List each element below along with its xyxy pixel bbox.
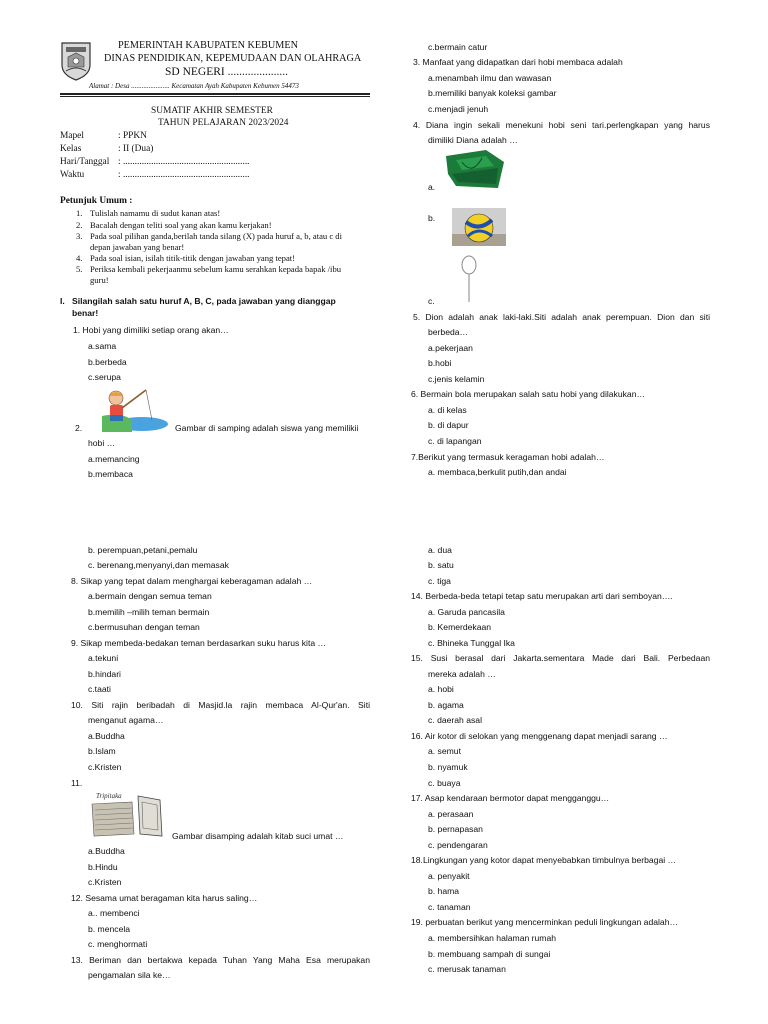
option-c[interactable]: c.jenis kelamin <box>428 374 485 384</box>
question-10: 10. Siti rajin beribadah di Masjid.la rajin membaca Al-Qur'an. Siti <box>71 700 370 710</box>
option-c[interactable]: c. tanaman <box>428 902 471 912</box>
option-b[interactable]: b. satu <box>428 560 454 570</box>
exam-title: SUMATIF AKHIR SEMESTER <box>151 106 273 116</box>
question-7: 7.Berikut yang termasuk keragaman hobi adalah… <box>411 452 605 462</box>
option-c[interactable]: c. merusak tanaman <box>428 964 506 974</box>
instruction-text: Bacalah dengan teliti soal yang akan kamu kerjakan! <box>90 220 272 230</box>
option-c[interactable]: c. menghormati <box>88 939 148 949</box>
option-a[interactable]: a. dua <box>428 545 452 555</box>
question-1: 1. Hobi yang dimiliki setiap orang akan… <box>73 325 229 335</box>
option-c[interactable]: c.taati <box>88 684 111 694</box>
question-15: 15. Susi berasal dari Jakarta.sementara Made dari Bali. Perbedaan <box>411 653 710 663</box>
option-a[interactable]: a. penyakit <box>428 871 470 881</box>
option-b[interactable]: b.Hindu <box>88 862 118 872</box>
option-a[interactable]: a.bermain dengan semua teman <box>88 591 212 601</box>
option-a[interactable]: a. di kelas <box>428 405 467 415</box>
question-11-number: 11. <box>71 778 83 788</box>
field-label: Waktu <box>60 170 85 180</box>
tripitaka-image <box>90 790 166 840</box>
question-2-number: 2. <box>75 423 83 433</box>
option-a[interactable]: a. membaca,berkulit putih,dan andai <box>428 467 567 477</box>
field-value: : ...................................................... <box>118 157 250 167</box>
field-label: Mapel <box>60 131 84 141</box>
option-a[interactable]: a. perasaan <box>428 809 474 819</box>
option-b[interactable]: b.berbeda <box>88 357 127 367</box>
instruction-num: 4. <box>76 253 83 263</box>
question-6: 6. Bermain bola merupakan salah satu hobi yang dilakukan… <box>411 389 646 399</box>
question-18: 18.Lingkungan yang kotor dapat menyebabkan timbulnya berbagai … <box>411 855 677 865</box>
option-a[interactable]: a. hobi <box>428 684 454 694</box>
fishing-child-image <box>102 386 168 432</box>
gov-name: PEMERINTAH KABUPATEN KEBUMEN <box>118 40 298 51</box>
option-c[interactable]: c.Kristen <box>88 877 122 887</box>
option-a[interactable]: a. <box>428 182 436 192</box>
instruction-text: Pada soal pilihan ganda,berilah tanda silang (X) pada huruf a, b, atau c di <box>90 231 342 241</box>
section-heading: Silangilah salah satu huruf A, B, C, pada jawaban yang dianggap <box>72 296 336 306</box>
instruction-num: 3. <box>76 231 83 241</box>
field-value: : ...................................................... <box>118 170 250 180</box>
option-b[interactable]: b. di dapur <box>428 420 469 430</box>
question-10-cont: menganut agama… <box>88 715 164 725</box>
question-5-cont: berbeda… <box>428 327 469 337</box>
option-c[interactable]: c. daerah asal <box>428 715 482 725</box>
question-17: 17. Asap kendaraan bermotor dapat mengganggu… <box>411 793 610 803</box>
option-b[interactable]: b. pernapasan <box>428 824 483 834</box>
option-b[interactable]: b.Islam <box>88 746 116 756</box>
option-a[interactable]: a.sama <box>88 341 117 351</box>
dept-name: DINAS PENDIDIKAN, KEPEMUDAAN DAN OLAHRAGA <box>104 53 362 64</box>
question-19: 19. perbuatan berikut yang mencerminkan peduli lingkungan adalah… <box>411 917 679 927</box>
option-a[interactable]: a. Garuda pancasila <box>428 607 505 617</box>
option-c[interactable]: c. berenang,menyanyi,dan memasak <box>88 560 229 570</box>
section-number: I. <box>60 296 65 306</box>
option-b[interactable]: b. membuang sampah di sungai <box>428 949 551 959</box>
tripitaka-label: Tripitaka <box>96 792 122 800</box>
instruction-text: guru! <box>90 275 109 285</box>
school-address: Alamat : Desa ...................... Kecamatan Ayah Kabupaten Kebumen 54473 <box>89 82 299 90</box>
option-a[interactable]: a.Buddha <box>88 846 125 856</box>
option-c[interactable]: c. pendengaran <box>428 840 488 850</box>
option-a[interactable]: a. membersihkan halaman rumah <box>428 933 557 943</box>
field-value: : II (Dua) <box>118 144 154 154</box>
header-divider-thin <box>60 96 370 97</box>
option-c[interactable]: c.bermusuhan dengan teman <box>88 622 200 632</box>
question-15-cont: mereka adalah … <box>428 669 496 679</box>
option-b[interactable]: b.hindari <box>88 669 121 679</box>
option-c[interactable]: c.menjadi jenuh <box>428 104 489 114</box>
question-13-cont: pengamalan sila ke… <box>88 970 171 980</box>
instruction-text: Periksa kembali pekerjaanmu sebelum kamu serahkan kepada bapak /ibu <box>90 264 342 274</box>
option-b[interactable]: b.memiliki banyak koleksi gambar <box>428 88 557 98</box>
option-c[interactable]: c. Bhineka Tunggal Ika <box>428 638 515 648</box>
badminton-racket-image <box>456 254 482 304</box>
option-c[interactable]: c.bermain catur <box>428 42 488 52</box>
option-b[interactable]: b.memilih –milih teman bermain <box>88 607 210 617</box>
school-name: SD NEGERI ..................... <box>165 66 288 78</box>
question-16: 16. Air kotor di selokan yang menggenang dapat menjadi sarang … <box>411 731 668 741</box>
field-label: Kelas <box>60 144 82 154</box>
question-4-cont: dimiliki Diana adalah … <box>428 135 518 145</box>
instruction-num: 2. <box>76 220 83 230</box>
option-c[interactable]: c. buaya <box>428 778 461 788</box>
option-a[interactable]: a.. membenci <box>88 908 140 918</box>
question-13: 13. Beriman dan bertakwa kepada Tuhan Yang Maha Esa merupakan <box>71 955 370 965</box>
instruction-num: 5. <box>76 264 83 274</box>
option-b[interactable]: b. mencela <box>88 924 131 934</box>
option-b[interactable]: b. hama <box>428 886 460 896</box>
question-8: 8. Sikap yang tepat dalam menghargai keberagaman adalah … <box>71 576 313 586</box>
question-11: Gambar disamping adalah kitab suci umat … <box>172 831 344 841</box>
instruction-text: depan jawaban yang benar! <box>90 242 185 252</box>
option-b[interactable]: b. nyamuk <box>428 762 468 772</box>
option-b[interactable]: b. agama <box>428 700 464 710</box>
question-14: 14. Berbeda-beda tetapi tetap satu merupakan arti dari semboyan…. <box>411 591 673 601</box>
question-2: Gambar di samping adalah siswa yang memilikii <box>175 423 359 433</box>
question-12: 12. Sesama umat beragaman kita harus saling… <box>71 893 258 903</box>
option-a[interactable]: a.pekerjaan <box>428 343 473 353</box>
instructions-title: Petunjuk Umum : <box>60 196 133 206</box>
field-value: : PPKN <box>118 131 147 141</box>
option-b[interactable]: b. perempuan,petani,pemalu <box>88 545 198 555</box>
section-heading: benar! <box>72 308 99 318</box>
option-b[interactable]: b. <box>428 213 436 223</box>
option-a[interactable]: a.tekuni <box>88 653 119 663</box>
option-c[interactable]: c. di lapangan <box>428 436 482 446</box>
question-4: 4. Diana ingin sekali menekuni hobi seni tari.perlengkapan yang harus <box>413 120 710 130</box>
instruction-num: 1. <box>76 208 83 218</box>
option-a[interactable]: a.menambah ilmu dan wawasan <box>428 73 552 83</box>
option-c[interactable]: c. <box>428 296 435 306</box>
option-c[interactable]: c.Kristen <box>88 762 122 772</box>
option-b[interactable]: b. Kemerdekaan <box>428 622 492 632</box>
header-divider <box>60 93 370 95</box>
green-cloth-image <box>442 148 510 192</box>
option-a[interactable]: a. semut <box>428 746 461 756</box>
option-a[interactable]: a.memancing <box>88 454 140 464</box>
question-5: 5. Dion adalah anak laki-laki.Siti adalah anak perempuan. Dion dan siti <box>413 312 710 322</box>
option-c[interactable]: c. tiga <box>428 576 451 586</box>
exam-year: TAHUN PELAJARAN 2023/2024 <box>158 118 289 128</box>
option-c[interactable]: c.serupa <box>88 372 121 382</box>
volleyball-image <box>452 208 506 246</box>
instruction-text: Pada soal isian, isilah titik-titik dengan jawaban yang tepat! <box>90 253 296 263</box>
instruction-text: Tulislah namamu di sudut kanan atas! <box>90 208 221 218</box>
option-b[interactable]: b.membaca <box>88 469 133 479</box>
question-9: 9. Sikap membeda-bedakan teman berdasarkan suku harus kita … <box>71 638 327 648</box>
option-b[interactable]: b.hobi <box>428 358 452 368</box>
question-2-cont: hobi … <box>88 438 116 448</box>
option-a[interactable]: a.Buddha <box>88 731 125 741</box>
field-label: Hari/Tanggal <box>60 157 110 167</box>
question-3: 3. Manfaat yang didapatkan dari hobi membaca adalah <box>413 57 623 67</box>
kebumen-logo <box>60 41 92 81</box>
